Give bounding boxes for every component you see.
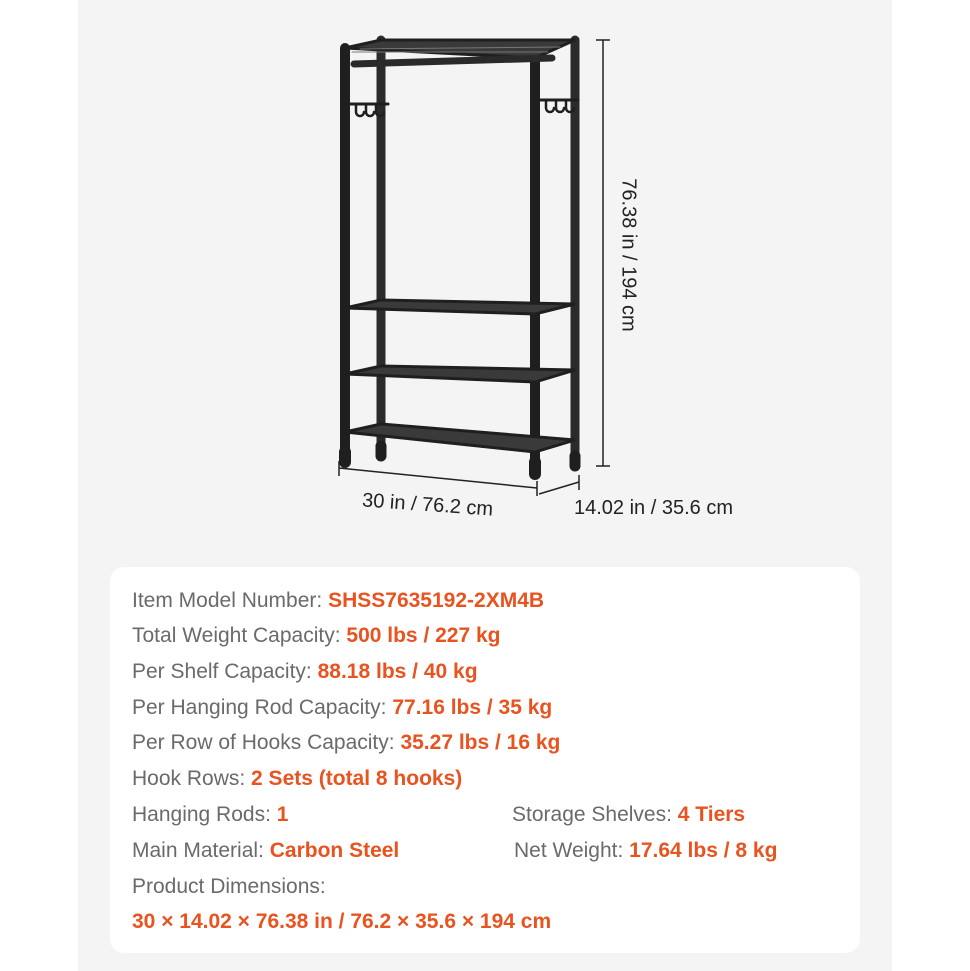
spec-label: Total Weight Capacity:	[132, 624, 341, 647]
spec-label: Hook Rows:	[132, 767, 246, 790]
spec-label: Item Model Number:	[132, 589, 323, 612]
spec-shelf-capacity	[132, 659, 478, 685]
specifications-card	[110, 567, 860, 953]
spec-hooks-capacity	[132, 730, 560, 756]
spec-hook-rows	[132, 766, 462, 792]
spec-label: Per Hanging Rod Capacity:	[132, 696, 387, 719]
depth-dimension-label: 14.02 in / 35.6 cm	[574, 497, 733, 519]
spec-value: 35.27 lbs / 16 kg	[400, 731, 561, 754]
spec-product-dimensions-value: 30 × 14.02 × 76.38 in / 76.2 × 35.6 × 194 cm	[132, 910, 552, 933]
spec-hanging-rods	[132, 802, 288, 828]
spec-model-number	[132, 588, 544, 614]
spec-total-capacity	[132, 623, 501, 649]
spec-label: Per Row of Hooks Capacity:	[132, 731, 395, 754]
spec-value: 500 lbs / 227 kg	[346, 624, 501, 647]
spec-value: SHSS7635192-2XM4B	[328, 589, 545, 612]
spec-value: Carbon Steel	[269, 839, 400, 862]
spec-value: 17.64 lbs / 8 kg	[629, 839, 778, 862]
width-dimension-label: 30 in / 76.2 cm	[361, 489, 494, 521]
spec-label: Per Shelf Capacity:	[132, 660, 312, 683]
spec-storage-shelves	[512, 802, 745, 828]
spec-product-dimensions-label: Product Dimensions:	[132, 875, 326, 898]
spec-rod-capacity	[132, 695, 552, 721]
spec-net-weight	[514, 838, 777, 864]
spec-value: 1	[276, 803, 289, 826]
height-dimension-label: 76.38 in / 194 cm	[617, 178, 640, 332]
spec-value: 88.18 lbs / 40 kg	[317, 660, 478, 683]
spec-label: Main Material:	[132, 839, 264, 862]
spec-label: Net Weight:	[514, 839, 624, 862]
spec-label: Storage Shelves:	[512, 803, 672, 826]
spec-value: 2 Sets (total 8 hooks)	[251, 767, 463, 790]
spec-label: Hanging Rods:	[132, 803, 271, 826]
spec-material	[132, 838, 399, 864]
spec-value: 4 Tiers	[677, 803, 746, 826]
spec-value: 77.16 lbs / 35 kg	[392, 696, 553, 719]
